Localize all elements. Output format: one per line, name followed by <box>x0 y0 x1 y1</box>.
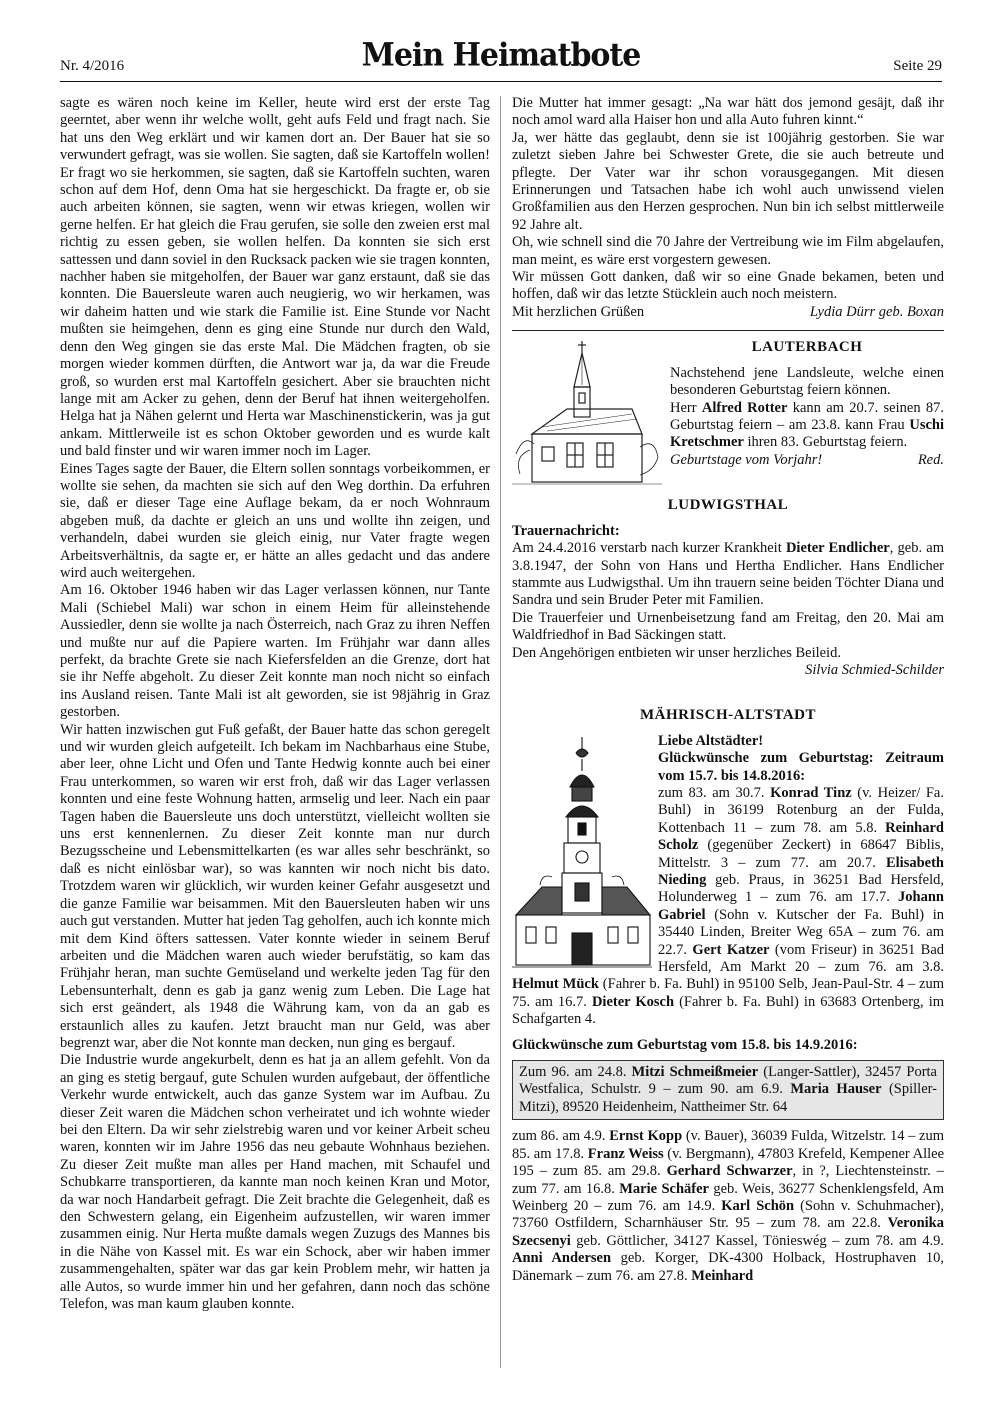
paragraph: Oh, wie schnell sind die 70 Jahre der Vertreibung wie im Film abgelaufen, man meint, es wäre erst vorgestern gewesen. <box>512 234 944 268</box>
person-name: Konrad Tinz <box>770 784 852 801</box>
person-name: Helmut Mück <box>512 976 599 993</box>
author: Lydia Dürr geb. Boxan <box>809 303 944 320</box>
note-line <box>670 452 944 469</box>
person-name: Franz Weiss <box>587 1145 664 1162</box>
text: ihren 83. Geburtstag feiern. <box>743 434 908 451</box>
text: (vom Friseur) in 36251 Bad Hersfeld, Am Markt 20 – zum 76. am 3.8. <box>658 941 944 976</box>
editor-mark: Red. <box>917 451 944 468</box>
text: zum 83. am 30.7. <box>658 784 771 801</box>
highlight-box <box>512 1060 944 1120</box>
text: kann am 20.7. seinen 87. Geburtstag feiern – am 23.8. kann Frau <box>670 399 944 433</box>
church-illustration <box>512 737 652 972</box>
right-column <box>512 95 944 1285</box>
subsection-title: Glückwünsche zum Geburtstag vom 15.8. bis 14.9.2016: <box>512 1036 858 1053</box>
text: geb. Göttlicher, 34127 Kassel, Tönieswég – zum 78. am 4.9. <box>570 1232 944 1249</box>
text: (v. Bergmann), 47803 Krefeld, Kempener Allee 195 – zum 85. am 29.8. <box>512 1145 945 1180</box>
paragraph: Die Mutter hat immer gesagt: „Na war hätt dos jemond gesäjt, daß ihr noch amol ward alla Haiser hon und alla Auto fuhren kinnt.“ <box>512 95 944 129</box>
paragraph: Wir müssen Gott danken, daß wir so eine Gnade bekamen, beten und hoffen, daß wir das letzte Stücklein auch noch meistern. <box>512 269 944 303</box>
text: geb. Weis, 36277 Schenklengsfeld, Am Weinberg 20 – zum 76. am 14.9. <box>512 1180 944 1214</box>
text: geb. Korger, DK-4300 Holback, Hostruphaven 10, Dänemark – zum 76. am 27.8. <box>512 1250 944 1284</box>
signature-line <box>512 304 944 321</box>
text: (Fahrer b. Fa. Buhl) in 63683 Ortenberg, im Schafgarten 4. <box>512 993 945 1028</box>
paragraph: Am 16. Oktober 1946 haben wir das Lager verlassen können, nur Tante Mali (Schiebel Mali) war schon in einem Heim für alleinstehende Aussiedler, denn sie wollte ja nach Österreich, nach Graz zu ihren Neffen und mußte nur auf die Papiere warten. Im Frühjahr war dann alles perfekt, da brachte Grete sie nach Kiefersfelden an die Grenze, dort hat sie ihr Neffe abgeholt. Zu dieser Zeit konnte man noch nicht so einfach ins Ausland reisen. Tante Mali ist alt geworden, sie ist 98jährig in Graz gestorben. <box>60 582 490 721</box>
text: , in ?, Liechtensteinstr. – zum 77. am 16.8. <box>512 1163 944 1197</box>
birthday-list <box>512 1128 944 1285</box>
left-column <box>60 95 490 1313</box>
text: (v. Heizer/ Fa. Buhl) in 36199 Rotenburg an der Fulda, Kottenbach 11 – zum 78. am 5.8. <box>658 784 944 836</box>
subtitle: Trauernachricht: <box>512 522 620 539</box>
page-header <box>60 38 942 78</box>
person-name: Veronika Szecsenyi <box>512 1215 944 1249</box>
text: Zum 96. am 24.8. <box>519 1064 632 1081</box>
paragraph: Die Trauerfeier und Urnenbeisetzung fand am Freitag, den 20. Mai am Waldfriedhof in Bad Säckingen statt. <box>512 609 944 644</box>
greeting: Mit herzlichen Grüßen <box>512 303 645 320</box>
section-divider <box>512 330 944 331</box>
paragraph: sagte es wären noch keine im Keller, heute wird erst der erste Tag geerntet, aber wenn ihr welche wollt, geht aufs Feld und fragt nach. Sie hat uns den Weg erklärt und wir kamen dort an. Der Bauer hat sie so verwundert gefragt, was sie wollen. Sie sagten, daß sie Kartoffeln wollen! Er fragt wo sie herkommen, sie sagten, daß sie Kartoffeln suchten, waren schon auf dem Hof, denn Oma hat sie hergeschickt. Da fragte er, ob sie auch arbeiten können, sie sagten, wenn wir etwas kriegen, wollen wir gerne helfen. Er hat gleich die Frau gerufen, sie solle den zweien erst mal richtig zu essen geben, sie wollen helfen. Da konnten sie sich erst sattessen und dann soviel in den Rucksack packen wie sie tragen konnten, nachher haben sie mitgeholfen, der Bauer war ganz erstaunt, daß sie das konnten. Die Bauersleute waren auch neugierig, wo wir herkamen, was wir daheim hatten und wie stark die Familie ist. Eine Stunde vor Nacht mußten sie heimgehen, denn es ging eine Stunde nur durch den Wald, denn den Weg gingen sie das erste Mal. Die Mädchen fragten, ob sie morgen wieder kommen dürften, die Antwort war ja, da war die Freude groß, so wurden erst mal Kartoffeln gesichert. Aber sie brauchten nicht lange mit am Acker zu gehen, denn der Beruf hat ihnen weitergeholfen. Helga hat ja Nähen gelernt und Herta war Maschinenstickerin, was ja gut ankam. Mittlerweile ist es schon Oktober geworden und es wurde kalt und bald finster und wir waren immer noch im Lager. <box>60 95 490 460</box>
person-name: Gert Katzer <box>692 941 770 958</box>
person-name: Maria Hauser <box>790 1081 882 1098</box>
paragraph: Den Angehörigen entbieten wir unser herzliches Beileid. <box>512 644 841 661</box>
text: (Sohn v. Kutscher der Fa. Buhl) in 35440 Linden, Breiter Weg 65A – zum 76. am 22.7. <box>658 906 944 958</box>
person-name: Elisabeth Nieding <box>658 854 944 888</box>
section-title: LAUTERBACH <box>751 339 863 356</box>
paragraph: Eines Tages sagte der Bauer, die Eltern sollen sonntags vorbeikommen, er wollte sie sehen, da machten sie sich auf den Weg dorthin. Da erfuhren sie, daß er dieser Tage eine Auflage bekam, da er noch Wohnraum abgeben muß, da dachte er gleich an uns und wollte ihn zeigen, und verhandeln, dabei wurden sie gleich einig, nur Vater fragte wegen Arbeitsverhältnis, da sagte er, er hätte an alles gedacht und das andere wird auch weitergehen. <box>60 460 490 581</box>
text: (Langer-Sattler), 32457 Porta Westfalica, Schulstr. 9 – zum 90. am 6.9. <box>519 1064 937 1098</box>
person-name: Uschi Kretschmer <box>670 416 944 451</box>
text: Herr <box>670 399 702 416</box>
person-name: Gerhard Schwarzer <box>666 1163 793 1180</box>
issue-number: Nr. 4/2016 <box>60 58 125 74</box>
chapel-illustration <box>512 339 662 489</box>
person-name: Dieter Endlicher <box>785 540 890 557</box>
text: Am 24.4.2016 verstarb nach kurzer Krankheit <box>512 540 786 557</box>
person-name: Johann Gabriel <box>658 889 944 923</box>
paragraph: Ja, wer hätte das geglaubt, denn sie ist 100jährig gestorben. Sie war zuletzt sieben Jahre bei Schwester Grete, die sie auch betreute und pflegte. Der Vater war ihr schon vorausgegangen. Mit diesen Erinnerungen und Tatsachen habe ich wohl auch unwissend vielen Großfamilien aus den Herzen gesprochen. Nun bin ich selbst mittlerweile 92 Jahre alt. <box>512 129 944 233</box>
paragraph <box>512 540 944 610</box>
greeting: Liebe Altstädter! <box>658 732 764 749</box>
text: zum 86. am 4.9. <box>512 1128 610 1145</box>
masthead-logo: Mein Heimatbote <box>361 37 641 74</box>
person-name: Reinhard Scholz <box>658 819 944 854</box>
section-lauterbach <box>512 339 944 491</box>
page-number: Seite 29 <box>893 58 942 74</box>
text: (v. Bauer), 36039 Fulda, Witzelstr. 14 – zum 85. am 17.8. <box>512 1128 944 1162</box>
text: (gegenüber Zeckert) in 68647 Biblis, Mittelstr. 3 – zum 77. am 20.7. <box>658 837 944 871</box>
header-rule <box>60 81 942 82</box>
note: Geburtstage vom Vorjahr! <box>670 451 823 468</box>
text: (Fahrer b. Fa. Buhl) in 95100 Selb, Jean-Paul-Str. 4 – zum 75. am 16.7. <box>512 976 945 1010</box>
text: (Sohn v. Schuhmacher), 73760 Ostfildern, Scharnhäuser Str. 95 – zum 78. am 22.8. <box>512 1197 945 1232</box>
column-divider <box>500 96 501 1368</box>
person-name: Meinhard <box>691 1267 754 1284</box>
section-ludwigsthal <box>512 497 944 679</box>
person-name: Karl Schön <box>721 1197 795 1214</box>
person-name: Ernst Kopp <box>609 1128 683 1145</box>
person-name: Dieter Kosch <box>591 993 675 1010</box>
section-title: MÄHRISCH-ALTSTADT <box>639 707 817 724</box>
text: , geb. am 3.8.1947, der Sohn von Hans und Hertha Endlicher. Hans Endlicher stammte aus Ludwigsthal. Um ihn trauern seine beiden Töchter Diana und Sandra und sein Bruder Peter mit Familien. <box>512 540 944 609</box>
person-name: Marie Schäfer <box>619 1180 709 1197</box>
author: Silvia Schmied-Schilder <box>805 661 944 678</box>
paragraph: Wir hatten inzwischen gut Fuß gefaßt, der Bauer hatte das schon geregelt und wir wurden gleich aufgeteilt. Ich bekam im Nachbarhaus eine Stube, aber leer, ohne Licht und Ofen und Tante Hedwig konnte auch bei einer Frau unterkommen, so waren wir erst froh, daß wir das Lager verlassen konnten und eine feste Wohnung hatten, armselig und leer. Nach ein paar Tagen haben die Bauersleute uns doch unterstützt, vielleicht wollten sie uns erst kennenlernen. Zu dieser Zeit konnte man nur durch Bezugsscheine und Lebensmittelkarten (es war alles sehr beschränkt, so daß es nicht einlösbar war), so was kannten wir noch nicht bis dato. Trotzdem waren wir glücklich, wir wurden keiner Gefahr ausgesetzt und die ganze Familie war beisammen. Mit den Bauersleuten haben wir uns auch gut verstanden. Mutter hat jeden Tag geholfen, auch ich konnte mich mit dem Kind öfters sattessen. Vater konnte wieder in seinem Beruf arbeiten und die Mädchen waren auch wieder berufstätig, so kam das Frühjahr heran, man suchte Gemüseland und werkelte jeden Tag für den Lebensunterhalt, denn es gab ja ganz wenig zum Leben. Die Lage hat sich erst geändert, als 1948 die Währung kam, von da an gab es erstaunlich alles zu kaufen. Jetzt braucht man nur Geld, was aber begrenzt war, aber die Not konnte man decken, nun ging es bergauf. <box>60 721 490 1051</box>
section-altstadt <box>512 707 944 1285</box>
section-title: LUDWIGSTHAL <box>667 497 789 514</box>
person-name: Mitzi Schmeißmeier <box>631 1064 759 1081</box>
subsection-title: Glückwünsche zum Geburtstag: Zeitraum vom 15.7. bis 14.8.2016: <box>658 750 944 784</box>
text: geb. Praus, in 36251 Bad Hersfeld, Holunderweg 1 – zum 76. am 17.7. <box>658 872 944 906</box>
text: (Spiller-Mitzi), 89520 Heidenheim, Nattheimer Str. 64 <box>519 1081 938 1115</box>
paragraph: Die Industrie wurde angekurbelt, denn es hat ja an allem gefehlt. Von da an ging es stetig bergauf, gute Schulen wurden aufgebaut, der öffentliche Verkehr wurde entwickelt, auch das ganze System war im Aufbau. Zu dieser Zeit waren die Mädchen schon verheiratet und ich wohnte wieder bei den Eltern. Da wir sehr zielstrebig waren und vor keiner Arbeit scheu waren, konnten wir im Jahre 1956 das neu gebaute Wohnhaus beziehen. Zu dieser Zeit mußte man alles per Hand machen, mit Schaufel und Schubkarre transportieren, da kannte man noch keinen Kran und Motor, da war noch Handarbeit gefragt. Die Zeit brachte die Gelegenheit, daß es den Schwestern gelang, ein Eigenheim aufzustellen, wir waren immer zusammen einig. Nur Herta mußte damals wegen Zuzugs des Mannes bis in die Nähe von Kassel mit. Es war ein Schock, aber wir haben immer zusammengehalten, später war das gar kein Problem mehr, wir hatten ja alle Autos, so wurde immer hin und her gefahren, dann noch das schöne Telefon, was man kaum glauben konnte. <box>60 1052 490 1313</box>
paragraph: Nachstehend jene Landsleute, welche einen besonderen Geburtstag feiern können. <box>670 364 944 399</box>
person-name: Alfred Rotter <box>701 399 788 416</box>
person-name: Anni Andersen <box>512 1250 612 1267</box>
